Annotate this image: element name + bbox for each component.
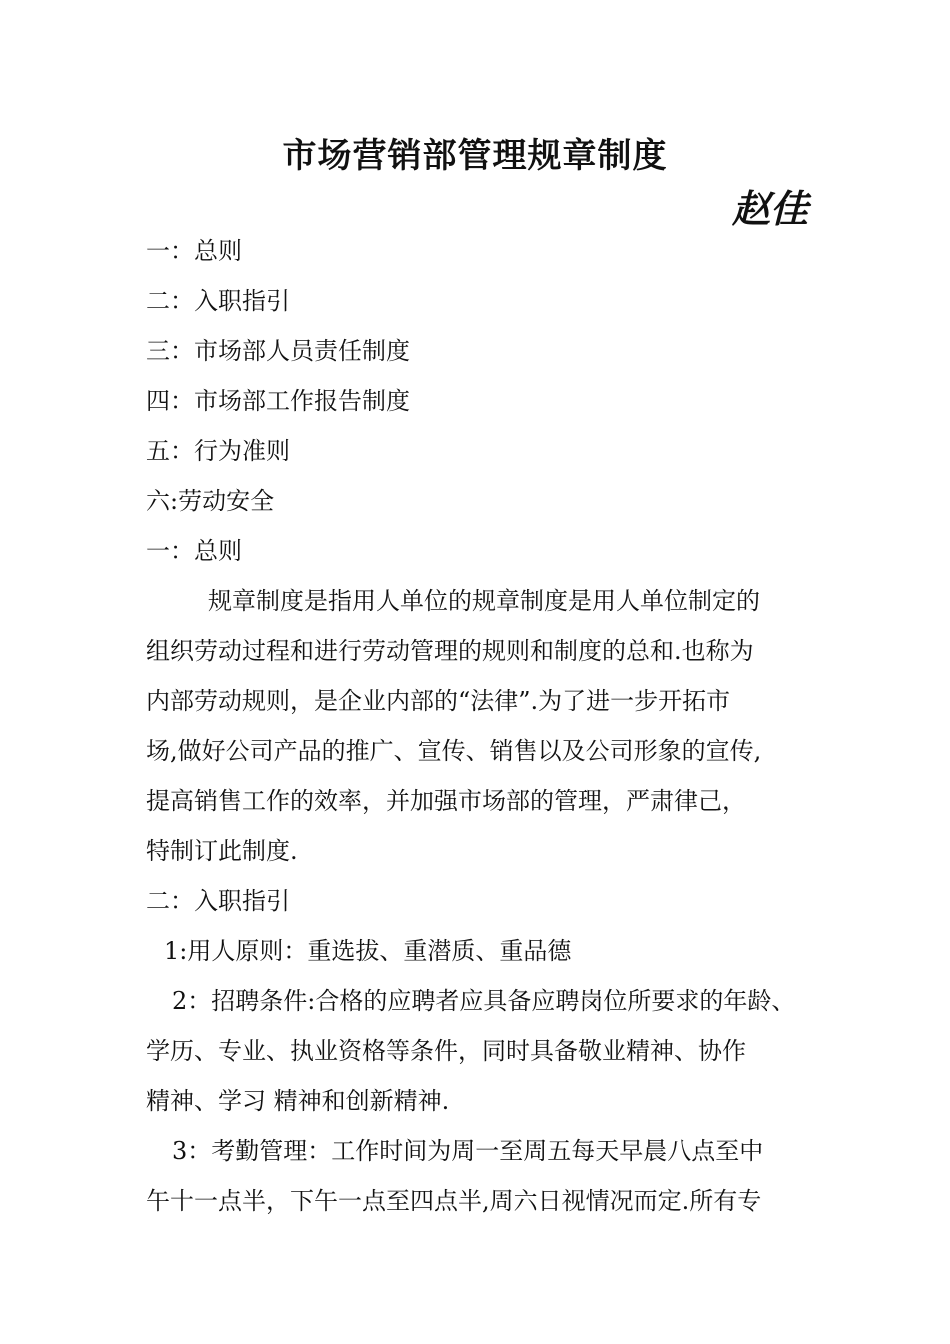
list-item: 3：考勤管理：工作时间为周一至周五每天早晨八点至中 [172,1137,764,1165]
toc-item: 一：总则 [146,237,242,265]
toc-item: 二：入职指引 [146,287,290,315]
paragraph-line: 特制订此制度. [146,837,298,865]
section-heading: 二：入职指引 [146,887,290,915]
paragraph-line: 提高销售工作的效率，并加强市场部的管理，严肃律己， [146,787,746,815]
toc-item: 六:劳动安全 [146,487,275,515]
paragraph-line: 学历、专业、执业资格等条件，同时具备敬业精神、协作 [146,1037,746,1065]
toc-item: 四：市场部工作报告制度 [146,387,410,415]
list-item: 1:用人原则：重选拔、重潜质、重品德 [164,937,572,965]
document-body [146,226,826,1226]
paragraph-line: 午十一点半，下午一点至四点半,周六日视情况而定.所有专 [146,1187,762,1215]
paragraph-line: 精神、学习 精神和创新精神. [146,1087,450,1115]
paragraph-line: 内部劳动规则，是企业内部的“法律”.为了进一步开拓市 [146,687,731,715]
document-author: 赵佳 [731,186,808,231]
list-item: 2：招聘条件:合格的应聘者应具备应聘岗位所要求的年龄、 [172,987,796,1015]
document-title: 市场营销部管理规章制度 [282,136,668,176]
section-heading: 一：总则 [146,537,242,565]
paragraph-line: 组织劳动过程和进行劳动管理的规则和制度的总和.也称为 [146,637,754,665]
paragraph-line: 规章制度是指用人单位的规章制度是用人单位制定的 [208,587,760,615]
toc-item: 三：市场部人员责任制度 [146,337,410,365]
toc-item: 五：行为准则 [146,437,290,465]
paragraph-line: 场,做好公司产品的推广、宣传、销售以及公司形象的宣传, [146,737,762,765]
